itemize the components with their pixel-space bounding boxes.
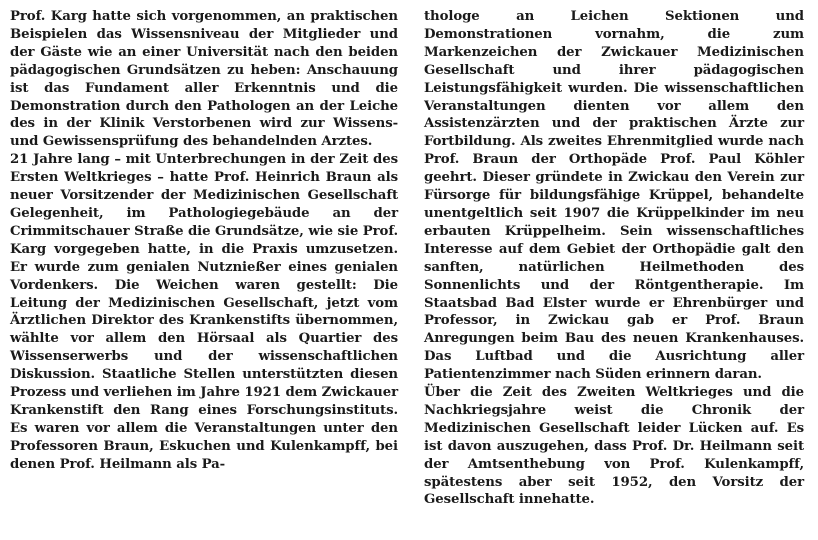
left-text-column xyxy=(10,8,398,474)
paragraph-postwar-chronicle: Über die Zeit des Zweiten Weltkrieges und die Nachkriegsjahre weist die Chronik der Medizinischen Gesellschaft leider Lücken auf. Es ist davon auszugehen, dass Prof. Dr. Heilmann seit der Amtsenthebung von Prof. Kulenkampff, spätestens aber seit 1952, den Vorsitz der Gesellschaft innehatte. xyxy=(424,385,804,508)
paragraph-koehler-honorary-member: thologe an Leichen Sektionen und Demonstrationen vornahm, die zum Markenzeichen der Zwickauer Medizinischen Gesellschaft und ihrer pädagogischen Leistungsfähigkeit wurden. Die wissenschaftlichen Veranstaltungen dienten vor allem den Assistenzärzten und der praktischen Ärzte zur Fortbildung. Als zweites Ehrenmitglied wurde nach Prof. Braun der Orthopäde Prof. Paul Köhler geehrt. Dieser gründete in Zwickau den Verein zur Fürsorge für bildungsfähige Krüppel, behandelte unentgeltlich seit 1907 die Krüppelkinder im neu erbauten Krüppelheim. Sein wissenschaftliches Interesse auf dem Gebiet der Orthopädie galt den sanften, natürlichen Heilmethoden des Sonnenlichts und der Röntgentherapie. Im Staatsbad Bad Elster wurde er Ehrenbürger und Professor, in Zwickau gab er Prof. Braun Anregungen beim Bau des neuen Krankenhauses. Das Luftbad und die Ausrichtung aller Patientenzimmer nach Süden erinnern daran. xyxy=(424,9,804,383)
right-text-column xyxy=(424,8,804,509)
paragraph-braun-chairmanship: 21 Jahre lang – mit Unterbrechungen in der Zeit des Ersten Weltkrieges – hatte Prof. Heinrich Braun als neuer Vorsitzender der Medizinischen Gesellschaft Gelegenheit, im Pathologiegebäude an der Crimmitschauer Straße die Grundsätze, wie sie Prof. Karg vorgegeben hatte, in die Praxis umzusetzen. Er wurde zum genialen Nutznießer eines genialen Vordenkers. Die Weichen waren gestellt: Die Leitung der Medizinischen Gesellschaft, jetzt vom Ärztlichen Direktor des Krankenstifts übernommen, wählte vor allem den Hörsaal als Quartier des Wissenserwerbs und der wissenschaftlichen Diskussion. Staatliche Stellen unterstützten diesen Prozess und verliehen im Jahre 1921 dem Zwickauer Krankenstift den Rang eines Forschungsinstituts. Es waren vor allem die Veranstaltungen unter den Professoren Braun, Eskuchen und Kulenkampff, bei denen Prof. Heilmann als Pa- xyxy=(10,152,398,472)
paragraph-karg-principles: Prof. Karg hatte sich vorgenommen, an praktischen Beispielen das Wissensniveau der Mitglieder und der Gäste wie an einer Universität nach den beiden pädagogischen Grundsätzen zu heben: Anschauung ist das Fundament aller Erkenntnis und die Demonstration durch den Pathologen an der Leiche des in der Klinik Verstorbenen wird zur Wissens- und Gewissensprüfung des behandelnden Arztes. xyxy=(10,9,398,150)
